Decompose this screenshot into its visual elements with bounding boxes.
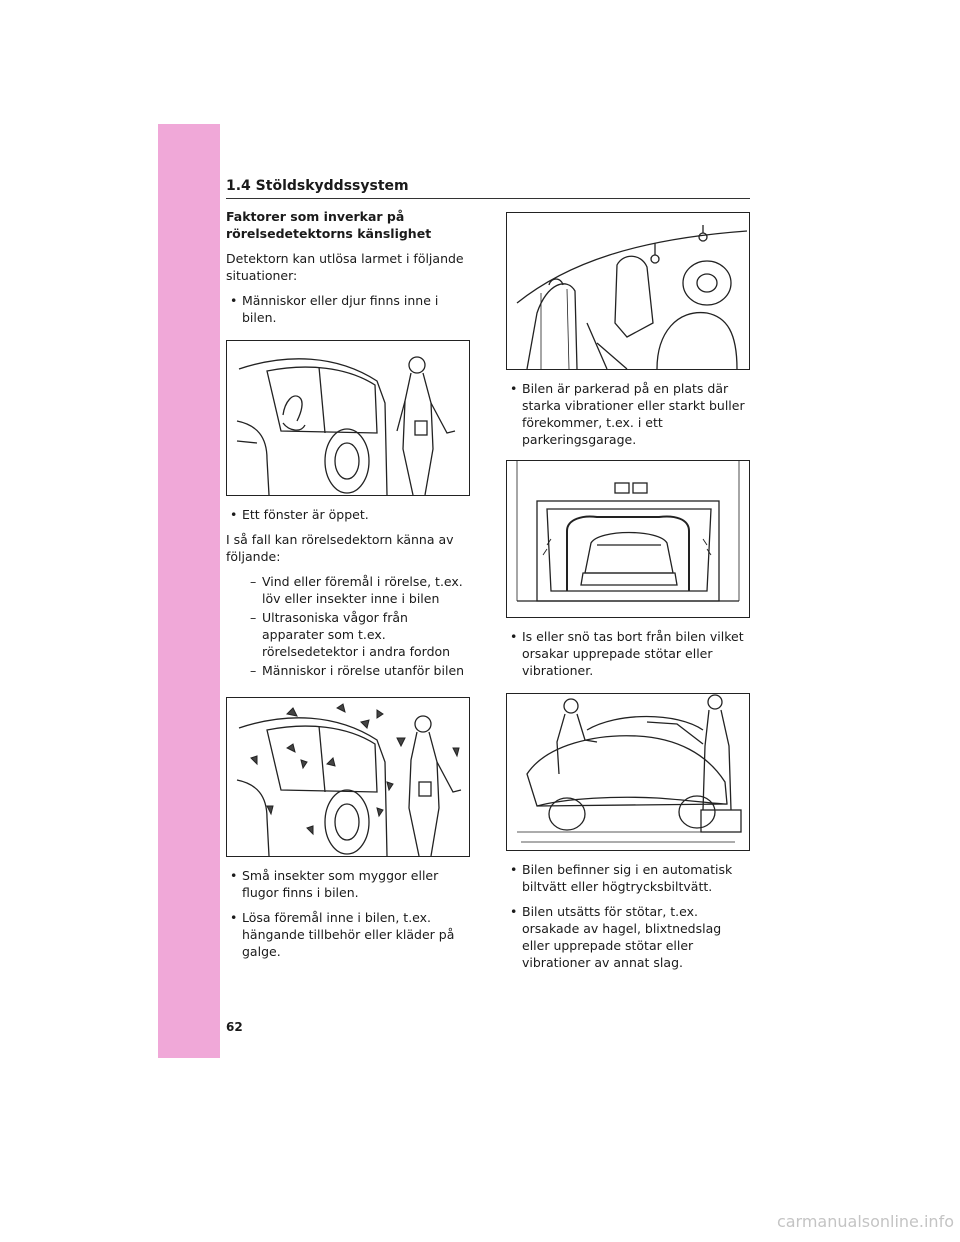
illustration-dog-in-car [226,340,470,496]
page-number: 62 [226,1020,243,1034]
illustration-snow-removal [506,693,750,851]
bullet-parking-garage: • Bilen är parkerad på en plats där starka vibrationer eller starkt buller förekommer, t.ex. i ett parkeringsgarage. [506,380,750,448]
header-divider [226,198,750,199]
watermark: carmanualsonline.info [776,1212,954,1231]
right-column [506,212,750,979]
intro-paragraph: Detektorn kan utlösa larmet i följande situationer: [226,251,464,283]
followup-paragraph: I så fall kan rörelsedektorn känna av följande: [226,532,454,564]
dash-ultrasonic-waves: – Ultrasoniska vågor från apparater som t.ex. rörelsedetektor i andra fordon [226,609,470,660]
bullet-window-open: • Ett fönster är öppet. [226,506,470,523]
bullet-shocks-vibrations: • Bilen utsätts för stötar, t.ex. orsakade av hagel, blixtnedslag eller upprepade stötar eller vibrationer av annat slag. [506,903,750,971]
illustration-car-interior-hanging-items [506,212,750,370]
chapter-tab-sidebar [158,124,220,1058]
section-title: 1.4 Stöldskyddssystem [226,178,409,194]
subheading-line2: rörelsedetektorns känslighet [226,226,432,241]
bullet-people-animals: • Människor eller djur finns inne i bilen. [226,292,470,326]
subheading-line1: Faktorer som inverkar på [226,209,405,224]
illustration-leaves-open-window [226,697,470,857]
illustration-car-wash [506,460,750,618]
dash-wind-objects: – Vind eller föremål i rörelse, t.ex. löv eller insekter inne i bilen [226,573,470,607]
bullet-car-wash: • Bilen befinner sig i en automatisk biltvätt eller högtrycksbiltvätt. [506,861,750,895]
dash-people-outside: – Människor i rörelse utanför bilen [226,662,470,679]
bullet-ice-snow-removal: • Is eller snö tas bort från bilen vilket orsakar upprepade stötar eller vibrationer. [506,628,750,679]
subheading [226,208,470,242]
bullet-loose-objects: • Lösa föremål inne i bilen, t.ex. hängande tillbehör eller kläder på galge. [226,909,470,960]
bullet-small-insects: • Små insekter som myggor eller flugor finns i bilen. [226,867,470,901]
left-column [226,208,470,968]
